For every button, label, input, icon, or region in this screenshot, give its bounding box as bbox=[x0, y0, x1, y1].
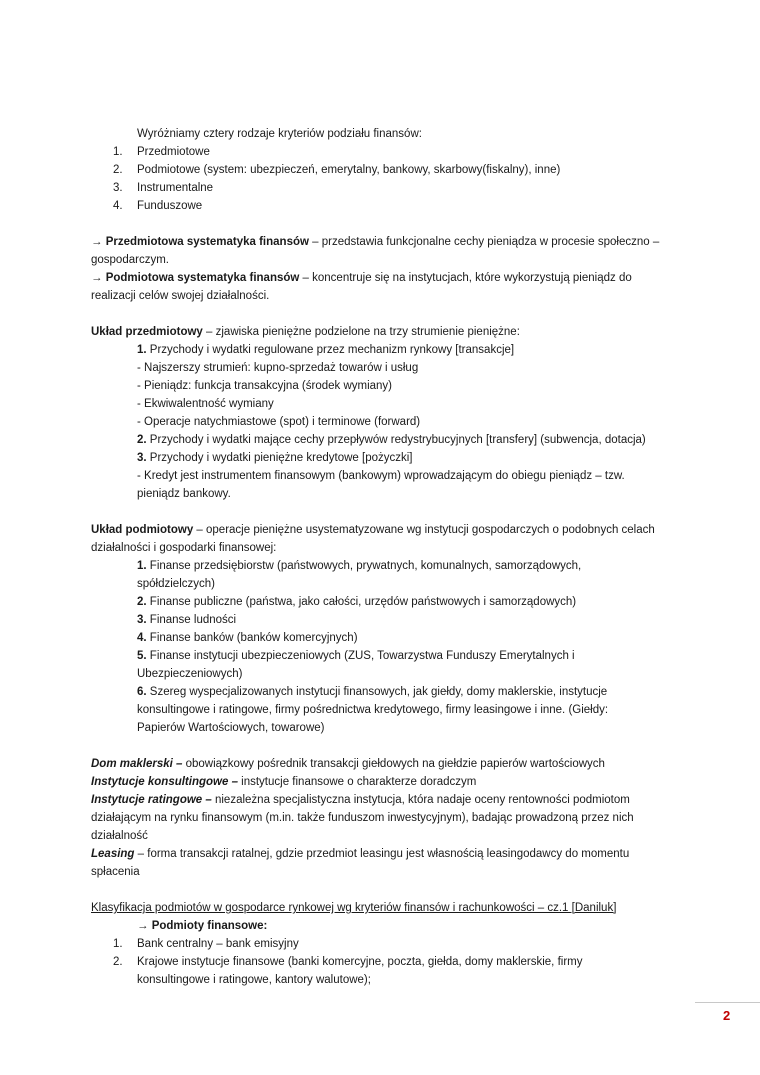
definition-term: Instytucje konsultingowe – bbox=[91, 776, 238, 788]
przedmiotowa-systematyka-term: Przedmiotowa systematyka finansów bbox=[105, 236, 309, 248]
paragraph-line: spłacenia bbox=[91, 866, 140, 878]
uklad-podmiotowy-item-5: 5. Finanse instytucji ubezpieczeniowych (ZUS, Towarzystwa Funduszy Emerytalnych i bbox=[137, 650, 575, 662]
klasyfikacja-list-number: 1. bbox=[113, 938, 123, 950]
definition-dom-maklerski: Dom maklerski – obowiązkowy pośrednik transakcji giełdowych na giełdzie papierów wartościowych bbox=[91, 758, 605, 770]
paragraph-line: realizacji celów swojej działalności. bbox=[91, 290, 270, 302]
paragraph-line: konsultingowe i ratingowe, kantory walutowe); bbox=[137, 974, 371, 986]
uklad-podmiotowy-item-3: 3. Finanse ludności bbox=[137, 614, 237, 626]
intro-list-item: Funduszowe bbox=[137, 200, 203, 212]
definition-term: Dom maklerski – bbox=[91, 758, 183, 770]
intro-list-number: 3. bbox=[113, 182, 123, 194]
klasyfikacja-list-item: Bank centralny – bank emisyjny bbox=[137, 938, 299, 950]
paragraph-line: spółdzielczych) bbox=[137, 578, 215, 590]
definition-instytucje-konsultingowe: Instytucje konsultingowe – instytucje finansowe o charakterze doradczym bbox=[91, 776, 477, 788]
paragraph-line: działającym na rynku finansowym (m.in. także funduszom inwestycyjnym), badając prowadzoną przez nich bbox=[91, 812, 634, 824]
paragraph-line: Ubezpieczeniowych) bbox=[137, 668, 243, 680]
intro-list-item: Instrumentalne bbox=[137, 182, 214, 194]
footer-divider bbox=[695, 1002, 760, 1003]
detail-line: - Kredyt jest instrumentem finansowym (bankowym) wprowadzającym do obiegu pieniądz – tzw. bbox=[137, 470, 625, 482]
uklad-podmiotowy-item-4: 4. Finanse banków (banków komercyjnych) bbox=[137, 632, 358, 644]
page-number: 2 bbox=[723, 1008, 731, 1023]
przedmiotowa-systematyka-paragraph: → Przedmiotowa systematyka finansów – przedstawia funkcjonalne cechy pieniądza w procesie społeczno – bbox=[91, 236, 660, 248]
detail-line: - Pieniądz: funkcja transakcyjna (środek wymiany) bbox=[137, 380, 393, 392]
detail-line: pieniądz bankowy. bbox=[137, 488, 231, 500]
uklad-podmiotowy-item-6: 6. Szereg wyspecjalizowanych instytucji finansowych, jak giełdy, domy maklerskie, instytucje bbox=[137, 686, 608, 698]
intro-list-item: Podmiotowe (system: ubezpieczeń, emerytalny, bankowy, skarbowy(fiskalny), inne) bbox=[137, 164, 561, 176]
detail-line: - Operacje natychmiastowe (spot) i terminowe (forward) bbox=[137, 416, 421, 428]
uklad-przedmiotowy-item-2: 2. Przychody i wydatki mające cechy przepływów redystrybucyjnych [transfery] (subwencja, dotacja) bbox=[137, 434, 646, 446]
arrow-icon: → bbox=[91, 236, 106, 248]
uklad-podmiotowy-term: Układ podmiotowy bbox=[91, 524, 194, 536]
klasyfikacja-list-number: 2. bbox=[113, 956, 123, 968]
detail-line: - Ekwiwalentność wymiany bbox=[137, 398, 274, 410]
detail-line: - Najszerszy strumień: kupno-sprzedaż towarów i usług bbox=[137, 362, 419, 374]
arrow-icon: → bbox=[91, 272, 106, 284]
paragraph-line: konsultingowe i ratingowe, firmy pośrednictwa kredytowego, firmy leasingowe i inne. (Giełdy: bbox=[137, 704, 609, 716]
uklad-przedmiotowy-term: Układ przedmiotowy bbox=[91, 326, 203, 338]
paragraph-line: działalności i gospodarki finansowej: bbox=[91, 542, 277, 554]
intro-list-number: 1. bbox=[113, 146, 123, 158]
uklad-przedmiotowy-item-3: 3. Przychody i wydatki pieniężne kredytowe [pożyczki] bbox=[137, 452, 413, 464]
intro-list-number: 4. bbox=[113, 200, 123, 212]
podmiotowa-systematyka-paragraph: → Podmiotowa systematyka finansów – koncentruje się na instytucjach, które wykorzystują pieniądz do bbox=[91, 272, 632, 284]
definition-term: Leasing bbox=[91, 848, 135, 860]
uklad-przedmiotowy-item-1: 1. Przychody i wydatki regulowane przez mechanizm rynkowy [transakcje] bbox=[137, 344, 515, 356]
paragraph-line: gospodarczym. bbox=[91, 254, 169, 266]
definition-term: Instytucje ratingowe – bbox=[91, 794, 212, 806]
definition-instytucje-ratingowe: Instytucje ratingowe – niezależna specjalistyczna instytucja, która nadaje oceny rentowności podmiotom bbox=[91, 794, 630, 806]
definition-leasing: Leasing – forma transakcji ratalnej, gdzie przedmiot leasingu jest własnością leasingodawcy do momentu bbox=[91, 848, 630, 860]
podmiotowa-systematyka-term: Podmiotowa systematyka finansów bbox=[105, 272, 300, 284]
klasyfikacja-heading: Klasyfikacja podmiotów w gospodarce rynkowej wg kryteriów finansów i rachunkowości – cz.1 [Daniluk] bbox=[91, 902, 617, 914]
klasyfikacja-list-item: Krajowe instytucje finansowe (banki komercyjne, poczta, giełda, domy maklerskie, firmy bbox=[137, 956, 583, 968]
intro-list-number: 2. bbox=[113, 164, 123, 176]
intro-lead: Wyróżniamy cztery rodzaje kryteriów podziału finansów: bbox=[137, 128, 422, 140]
uklad-podmiotowy-item-2: 2. Finanse publiczne (państwa, jako całości, urzędów państwowych i samorządowych) bbox=[137, 596, 577, 608]
intro-list-item: Przedmiotowe bbox=[137, 146, 210, 158]
podmioty-finansowe-subheading: → Podmioty finansowe: bbox=[137, 920, 268, 932]
uklad-przedmiotowy-heading: Układ przedmiotowy – zjawiska pieniężne podzielone na trzy strumienie pieniężne: bbox=[91, 326, 520, 338]
uklad-podmiotowy-heading: Układ podmiotowy – operacje pieniężne usystematyzowane wg instytucji gospodarczych o podobnych celach bbox=[91, 524, 655, 536]
uklad-podmiotowy-item-1: 1. Finanse przedsiębiorstw (państwowych, prywatnych, komunalnych, samorządowych, bbox=[137, 560, 582, 572]
paragraph-line: Papierów Wartościowych, towarowe) bbox=[137, 722, 325, 734]
paragraph-line: działalność bbox=[91, 830, 148, 842]
